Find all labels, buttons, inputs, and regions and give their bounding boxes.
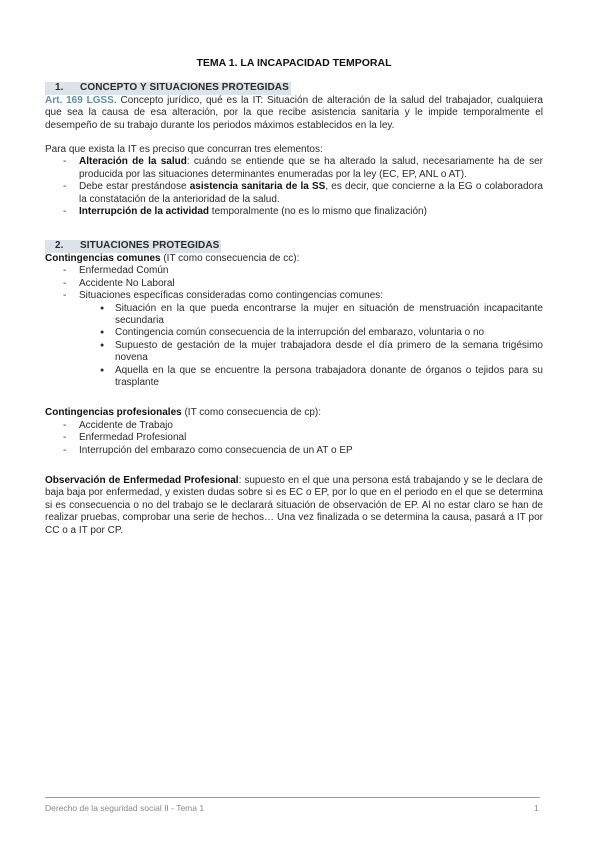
professional-contingencies-list xyxy=(45,420,543,457)
concept-paragraph: Art. 169 LGSS. Concepto jurídico, qué es la IT: Situación de alteración de la salud del trabajador, cualquiera que sea la causa de esa alteración, por la que recibe asistencia sanitaria y le impide temporalmente el desempeño de su trabajo durante los periodos máximos establecidos en la ley. xyxy=(45,94,543,131)
elements-intro: Para que exista la IT es preciso que concurran tres elementos: xyxy=(45,144,323,156)
common-contingencies-heading: Contingencias comunes (IT como consecuencia de cc): xyxy=(45,252,300,264)
professional-contingencies-heading: Contingencias profesionales (IT como consecuencia de cp): xyxy=(45,407,322,419)
footer-text: Derecho de la seguridad social II - Tema 1 xyxy=(45,803,205,813)
bullet-item: ● Situación en la que pueda encontrarse la mujer en situación de menstruación incapacitante secundaria xyxy=(45,303,543,328)
page-number: 1 xyxy=(534,803,539,813)
list-item: - Accidente de Trabajo xyxy=(45,420,543,432)
section-title: SITUACIONES PROTEGIDAS xyxy=(80,240,220,252)
list-item: - Debe estar prestándose asistencia sanitaria de la SS, es decir, que concierne a la EG o colaboradora la constatación de la anterioridad de la salud. xyxy=(45,181,543,206)
article-reference: Art. 169 LGSS xyxy=(45,94,114,106)
elements-list xyxy=(45,156,543,218)
section-1-heading xyxy=(45,82,543,94)
list-item: - Interrupción del embarazo como consecuencia de un AT o EP xyxy=(45,445,543,457)
list-item: - Enfermedad Común xyxy=(45,265,543,277)
document-body xyxy=(45,57,543,537)
footer-divider xyxy=(45,797,540,798)
list-item: - Situaciones específicas consideradas como contingencias comunes: xyxy=(45,290,543,302)
bullet-item: ● Aquella en la que se encuentre la persona trabajadora donante de órganos o tejidos para su trasplante xyxy=(45,365,543,390)
list-item: - Accidente No Laboral xyxy=(45,278,543,290)
section-2-heading xyxy=(45,240,543,252)
common-contingencies-list xyxy=(45,265,543,302)
bullet-item: ● Supuesto de gestación de la mujer trabajadora desde el día primero de la semana trigésimo novena xyxy=(45,340,543,365)
page-title: TEMA 1. LA INCAPACIDAD TEMPORAL xyxy=(196,57,392,69)
bullet-item: ● Contingencia común consecuencia de la interrupción del embarazo, voluntaria o no xyxy=(45,327,543,339)
section-title: CONCEPTO Y SITUACIONES PROTEGIDAS xyxy=(80,82,289,94)
list-item: - Enfermedad Profesional xyxy=(45,432,543,444)
section-number: 2. xyxy=(55,240,64,252)
specific-situations-list xyxy=(45,303,543,390)
observation-paragraph: Observación de Enfermedad Profesional: supuesto en el que una persona está trabajando y se le declara de baja baja por enfermedad, y existen dudas sobre si es EC o EP, por lo que en el periodo en el que se determina si es consecuencia o no del trabajo se le declarará situación de observación de EP. Al no estar claro se han de realizar pruebas, comprobar una serie de hechos… Una vez finalizada o se determina la causa, pasará a IT por CC o a IT por CP. xyxy=(45,474,543,536)
section-number: 1. xyxy=(55,82,64,94)
list-item: - Alteración de la salud: cuándo se entiende que se ha alterado la salud, necesariamente ha de ser producida por las situaciones determinantes enumeradas por la ley (EC, EP, ANL o AT). xyxy=(45,156,543,181)
list-item: - Interrupción de la actividad temporalmente (no es lo mismo que finalización) xyxy=(45,206,543,218)
